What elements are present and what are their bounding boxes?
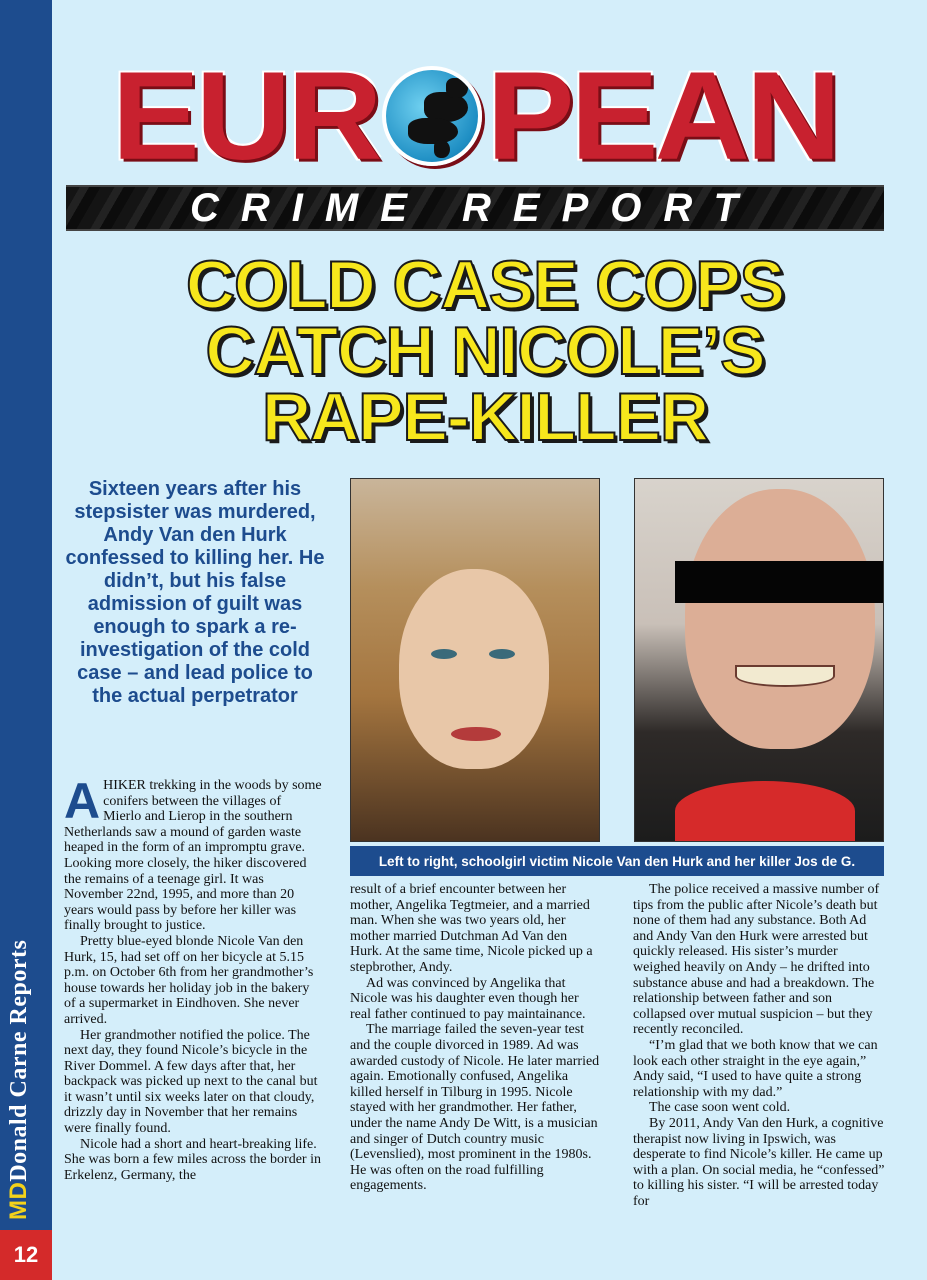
standfirst: Sixteen years after his stepsister was murdered, Andy Van den Hurk confessed to killing her. He didn’t, but his false admission of guilt was enough to spark a re-investigation of the cold case – and lead police to the actual perpetrator: [65, 478, 325, 707]
paragraph: Nicole had a short and heart-breaking life. She was born a few miles across the border in Erkelenz, Germany, the: [64, 1136, 321, 1183]
brand-mark: MD: [5, 1181, 32, 1220]
paragraph: “I’m glad that we both know that we can look each other straight in the eye again,” Andy said, “I used to have quite a strong relationship with my dad.”: [633, 1037, 878, 1100]
headline-line: RAPE-KILLER: [261, 379, 709, 455]
killer-photo: [634, 478, 884, 842]
paragraph: Pretty blue-eyed blonde Nicole Van den Hurk, 15, had set off on her bicycle at 5.15 p.m. on October 6th from her grandmother’s house towards her holiday job in the bakery of a supermarket in Eindhoven. She never arrived.: [64, 933, 314, 1027]
crime-report-text: CRIME REPORT: [190, 185, 760, 230]
paragraph: The marriage failed the seven-year test and the couple divorced in 1989. Ad was awarded custody of Nicole. He later married again. Emotionally confused, Angelika killed herself in Tilburg in 1995. Nicole stayed with her grandmother. Her father, under the name Andy De Witt, is a musician and singer of Dutch country music (Levenslied), most prominent in the 1980s. He was often on the road fulfilling engagements.: [350, 1022, 600, 1194]
headline-line: CATCH NICOLE’S: [205, 313, 765, 389]
masthead-word-left: EUR: [111, 45, 379, 186]
censor-bar: [675, 561, 884, 603]
paragraph: HIKER trekking in the woods by some conifers between the villages of Mierlo and Lierop in the southern Netherlands saw a mound of garden waste heaped in the form of an impromptu grave. Looking more closely, the hiker discovered the remains of a teenage girl. It was November 22nd, 1995, and more than 20 years would pass by before her killer was finally brought to justice.: [64, 778, 322, 934]
article-column-2: [350, 882, 602, 1194]
drop-cap: A: [64, 773, 101, 829]
headline-line: COLD CASE COPS: [185, 247, 785, 323]
paragraph: result of a brief encounter between her mother, Angelika Tegtmeier, and a married man. When she was two years old, her mother married Dutchman Ad Van den Hurk. At the same time, Nicole picked up a stepbrother, Andy.: [350, 882, 593, 975]
paragraph: By 2011, Andy Van den Hurk, a cognitive therapist now living in Ipswich, was desperate to find Nicole’s killer. He came up with a plan. On social media, he “confessed” to killing his sister. “I will be arrested today for: [633, 1115, 885, 1209]
crime-report-banner: [66, 185, 884, 231]
paragraph: The case soon went cold.: [649, 1100, 791, 1116]
masthead-word-right: PEAN: [486, 45, 838, 186]
brand-label: [5, 940, 33, 1220]
page-number: 12: [0, 1230, 52, 1280]
headline: [60, 247, 910, 455]
photo-caption: Left to right, schoolgirl victim Nicole Van den Hurk and her killer Jos de G.: [350, 846, 884, 876]
paragraph: The police received a massive number of tips from the public after Nicole’s death but none of them had any substance. Both Ad and Andy Van den Hurk were arrested but quickly released. His sister’s murder weighed heavily on Andy – he drifted into substance abuse and had a breakdown. The relationship between father and son collapsed over mutual suspicion – but they recently reconciled.: [633, 882, 880, 1038]
europe-globe-icon: [382, 66, 482, 166]
masthead: [62, 45, 887, 186]
article-column-1: [64, 773, 322, 1183]
brand-name: Donald Carne Reports: [6, 939, 32, 1182]
paragraph: Ad was convinced by Angelika that Nicole was his daughter even though her real father continued to pay maintainance.: [350, 975, 586, 1022]
paragraph: Her grandmother notified the police. The next day, they found Nicole’s bicycle in the River Dommel. A few days after that, her backpack was picked up next to the canal but it wasn’t until six weeks later on that cloudy, drizzly day in November that her remains were finally found.: [64, 1027, 318, 1137]
article-column-3: [633, 882, 888, 1209]
victim-photo: [350, 478, 600, 842]
